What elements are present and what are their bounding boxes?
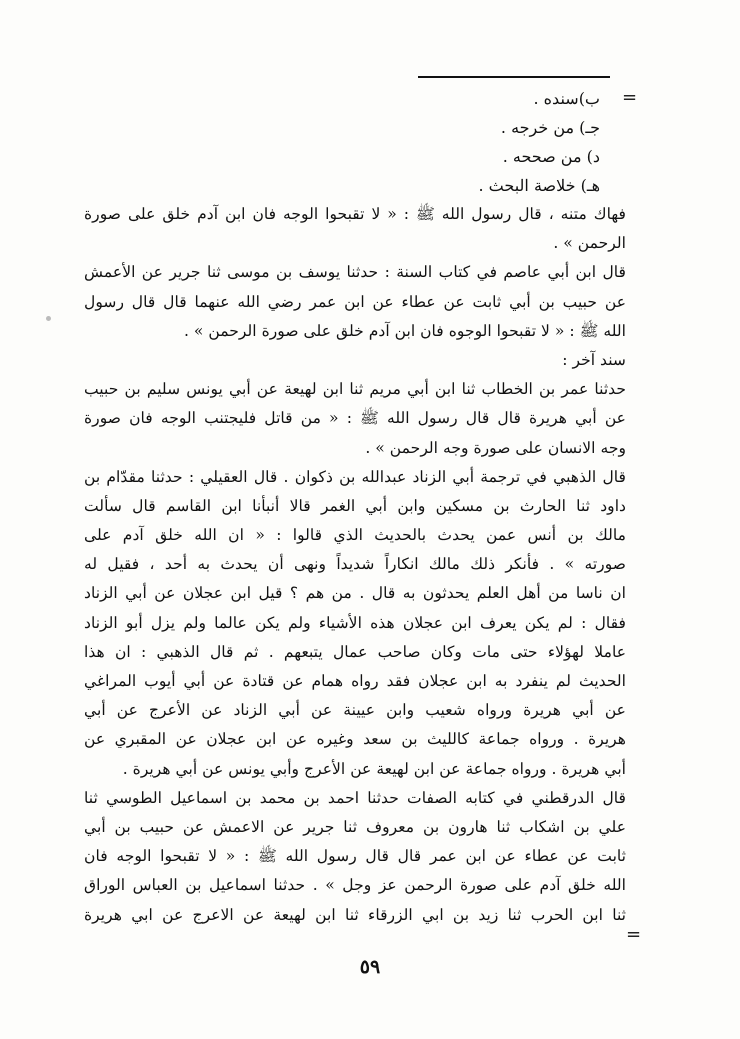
speck-mark bbox=[46, 316, 51, 321]
text-line: عن أبي هريرة ورواه شعيب وابن عيينة عن أبي الزناد عن الأعرج عن أبي bbox=[84, 701, 626, 720]
text-line: الله ﷺ : « لا تقبحوا الوجوه فان ابن آدم خلق على صورة الرحمن » . bbox=[184, 321, 626, 340]
text-line: ان ناسا من أهل العلم يحدثون به قال . من هم ؟ قيل ابن عجلان عن أبي الزناد bbox=[84, 584, 626, 603]
outline-list bbox=[300, 84, 600, 200]
outline-item: جـ) من خرجه . bbox=[500, 118, 600, 137]
text-line: وجه الانسان على صورة وجه الرحمن » . bbox=[365, 438, 626, 457]
outline-item: ب)سنده . bbox=[533, 89, 600, 108]
text-line: الرحمن » . bbox=[553, 234, 626, 253]
margin-mark-top: = bbox=[622, 87, 638, 108]
text-line: عاملا لهؤلاء حتى مات وكان صاحب عمال يتبعهم . ثم قال الذهبي : ان هذا bbox=[84, 642, 626, 661]
text-line: الحديث لم ينفرد به ابن عجلان فقد رواه همام عن قتادة عن أبي أيوب المراغي bbox=[84, 672, 626, 690]
text-line: أبي هريرة . ورواه جماعة عن ابن لهيعة عن الأعرج وأبي يونس عن أبي هريرة . bbox=[122, 759, 626, 778]
text-line: مالك بن أنس عمن يحدث بالحديث الذي قالوا : « ان الله خلق آدم على bbox=[84, 526, 626, 545]
text-line: سند آخر : bbox=[562, 350, 626, 369]
text-line: هريرة . ورواه جماعة كالليث بن سعد وغيره عن ابن عجلان عن المقبري عن bbox=[84, 730, 626, 749]
text-line: حدثنا عمر بن الخطاب ثنا ابن أبي مريم ثنا ابن لهيعة عن أبي يونس سليم بن حبيب bbox=[84, 380, 626, 399]
text-line: علي بن اشكاب ثنا هارون بن معروف ثنا جرير عن الاعمش عن حبيب بن أبي bbox=[84, 817, 626, 836]
text-line: داود ثنا الحارث بن مسكين وابن أبي الغمر قالا أنبأنا ابن القاسم قال سألت bbox=[84, 496, 626, 515]
text-line: قال الذهبي في ترجمة أبي الزناد عبدالله بن ذكوان . قال العقيلي : حدثنا مقدّام بن bbox=[84, 467, 626, 486]
text-line: قال الدرقطني في كتابه الصفات حدثنا احمد بن محمد بن اسماعيل الطوسي ثنا bbox=[84, 788, 626, 807]
text-line: الله خلق آدم على صورة الرحمن عز وجل » . حدثنا اسماعيل بن العباس الوراق bbox=[84, 876, 626, 895]
footnote-separator-rule bbox=[418, 76, 610, 78]
text-line: فقال : لم يكن يعرف ابن عجلان هذه الأشياء ولم يكن عالما ولم يزل أبو الزناد bbox=[84, 613, 626, 632]
outline-item: د) من صححه . bbox=[502, 147, 600, 166]
margin-mark-bottom: = bbox=[626, 924, 642, 945]
text-line: فهاك متنه ، قال رسول الله ﷺ : « لا تقبحوا الوجه فان ابن آدم خلق على صورة bbox=[84, 205, 626, 223]
text-line: ثنا ابن الحرب ثنا زيد بن ابي الزرقاء ثنا ابن لهيعة عن الاعرج عن ابي هريرة bbox=[84, 905, 626, 924]
text-line: عن أبي هريرة قال قال رسول الله ﷺ : « من قاتل فليجتنب الوجه فان صورة bbox=[84, 409, 626, 428]
text-line: قال ابن أبي عاصم في كتاب السنة : حدثنا يوسف بن موسى ثنا جرير عن الأعمش bbox=[84, 263, 626, 282]
page-number: ٥٩ bbox=[359, 956, 381, 978]
text-line: صورته » . فأنكر ذلك مالك انكاراً شديداً ونهى أن يحدث به أحد ، فقيل له bbox=[84, 555, 626, 574]
outline-item: هـ) خلاصة البحث . bbox=[478, 176, 600, 195]
text-line: عن حبيب بن أبي ثابت عن عطاء عن ابن عمر رضي الله عنهما قال قال رسول bbox=[84, 292, 626, 311]
text-line: ثابت عن عطاء عن ابن عمر قال قال رسول الله ﷺ : « لا تقبحوا الوجه فان bbox=[84, 847, 626, 866]
main-text bbox=[84, 200, 626, 930]
